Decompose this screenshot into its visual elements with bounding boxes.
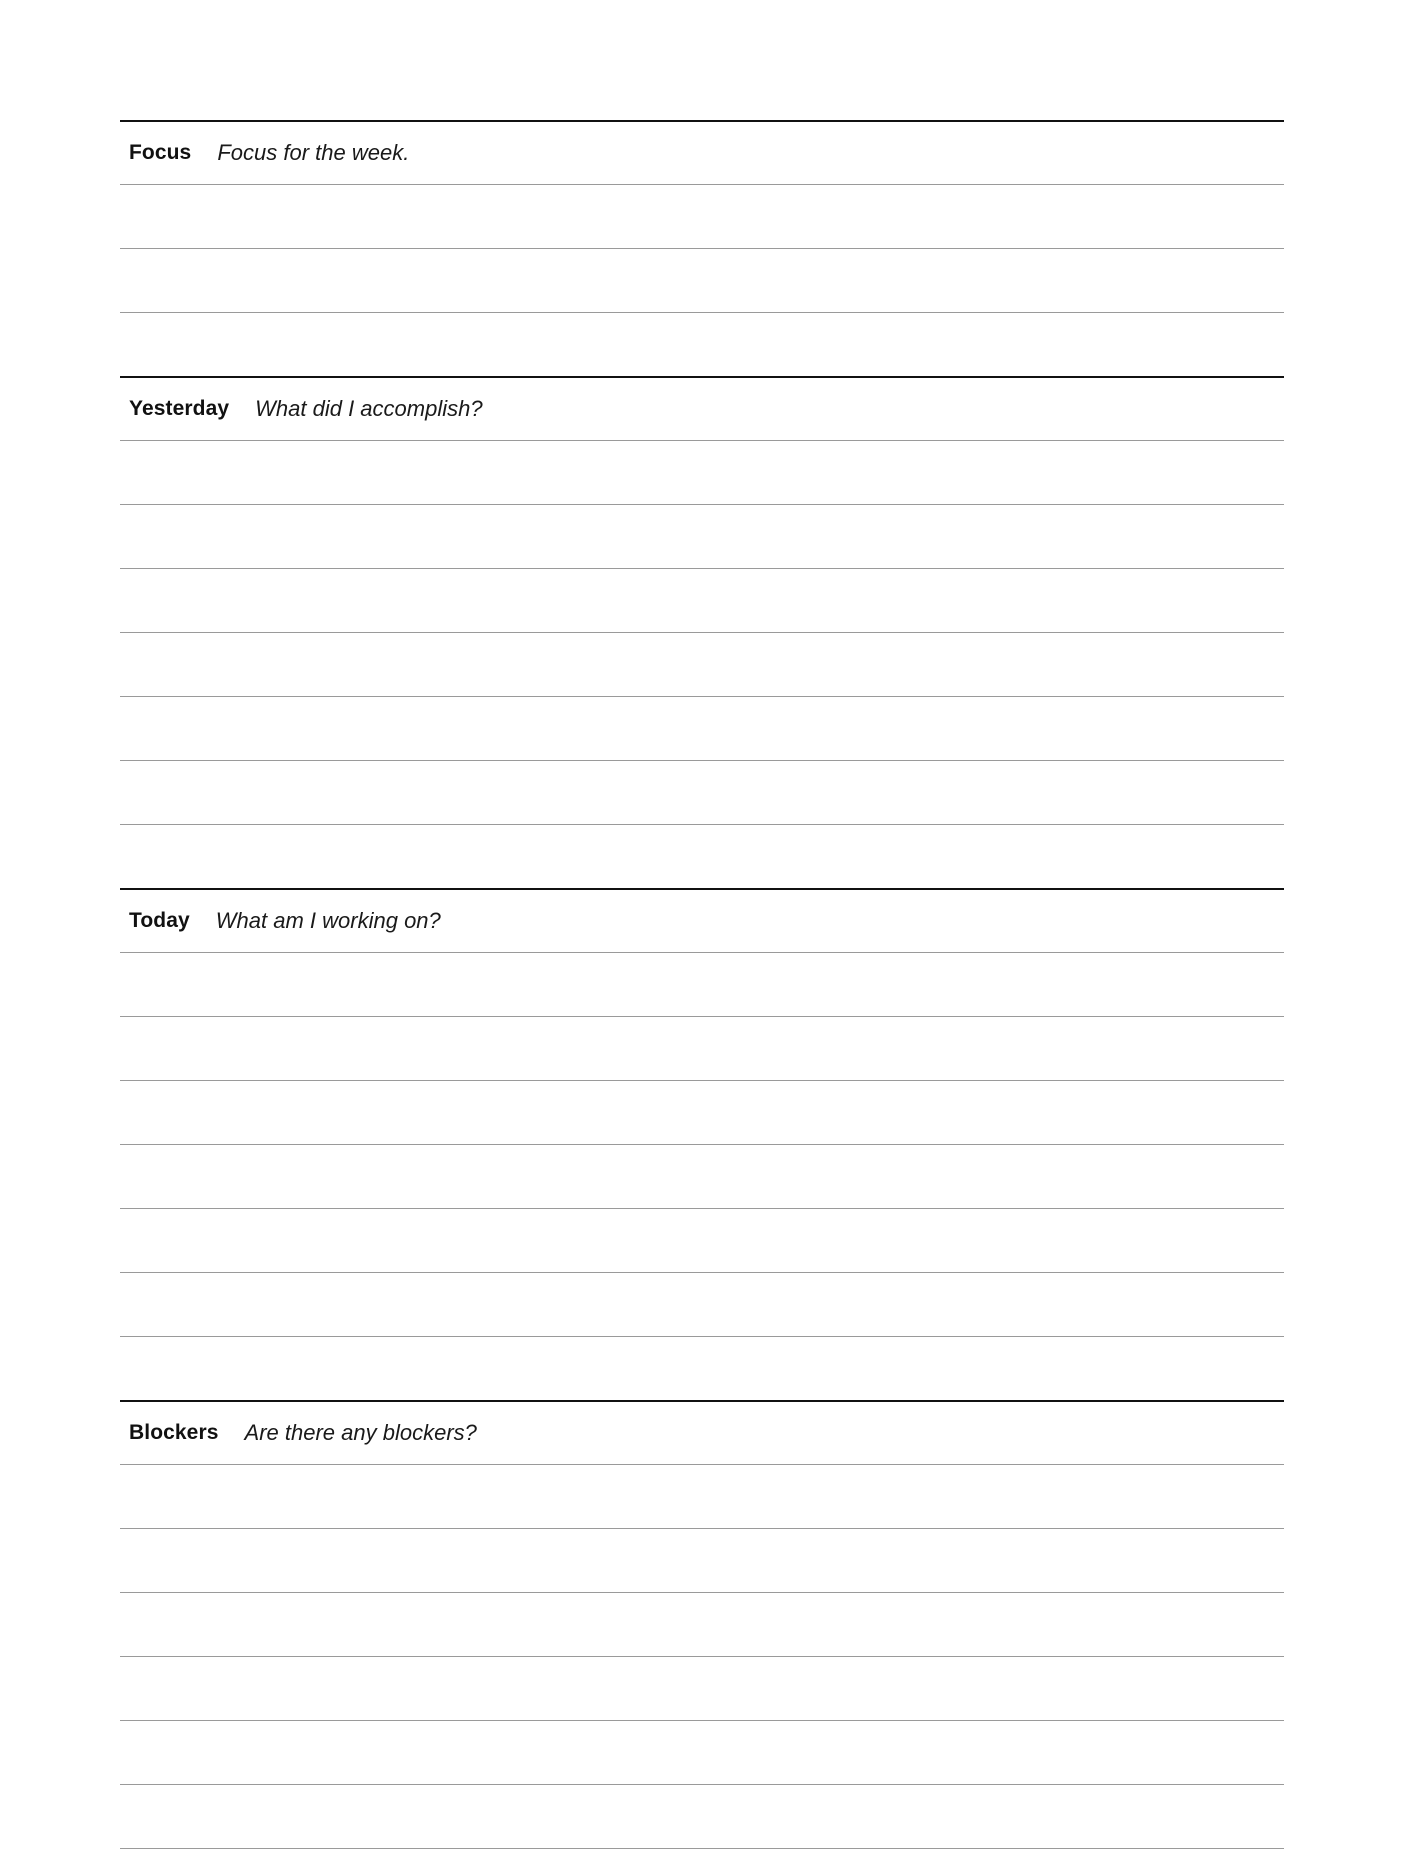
writing-line[interactable] [120,1464,1284,1528]
writing-line[interactable] [120,1272,1284,1336]
writing-line[interactable] [120,1592,1284,1656]
writing-line[interactable] [120,1208,1284,1272]
writing-line[interactable] [120,568,1284,632]
closing-rule [120,1848,1284,1849]
section-header-today [120,888,1284,952]
section-prompt: What did I accomplish? [255,396,483,421]
section-header-focus [120,120,1284,184]
writing-line[interactable] [120,504,1284,568]
section-label: Today [129,909,190,932]
section-prompt: Focus for the week. [217,140,410,165]
section-header-blockers [120,1400,1284,1464]
writing-line[interactable] [120,952,1284,1016]
section-prompt: What am I working on? [215,908,441,933]
section-label: Focus [129,141,192,164]
writing-line[interactable] [120,1784,1284,1848]
daily-standup-sheet [120,120,1284,1849]
writing-line[interactable] [120,1144,1284,1208]
writing-line[interactable] [120,1016,1284,1080]
section-blockers [120,1400,1284,1848]
section-today [120,888,1284,1400]
section-label: Blockers [129,1421,219,1444]
writing-line[interactable] [120,312,1284,376]
writing-line[interactable] [120,760,1284,824]
writing-line[interactable] [120,184,1284,248]
writing-line[interactable] [120,1720,1284,1784]
writing-line[interactable] [120,632,1284,696]
writing-line[interactable] [120,1080,1284,1144]
writing-line[interactable] [120,1528,1284,1592]
writing-line[interactable] [120,824,1284,888]
section-yesterday [120,376,1284,888]
section-focus [120,120,1284,376]
writing-line[interactable] [120,696,1284,760]
writing-line[interactable] [120,248,1284,312]
section-prompt: Are there any blockers? [244,1420,477,1445]
writing-line[interactable] [120,1656,1284,1720]
writing-line[interactable] [120,1336,1284,1400]
section-label: Yesterday [129,397,230,420]
writing-line[interactable] [120,440,1284,504]
section-header-yesterday [120,376,1284,440]
